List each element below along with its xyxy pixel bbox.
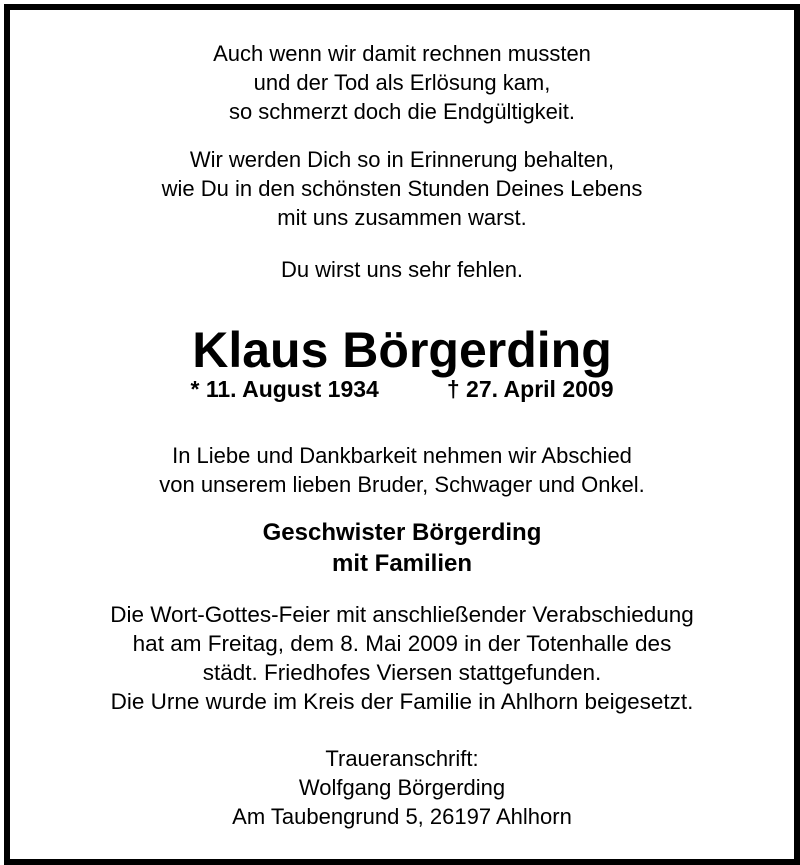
mourners-line: Geschwister Börgerding <box>262 519 542 546</box>
deceased-name-text: Klaus Börgerding <box>192 322 612 378</box>
poem-line: Wir werden Dich so in Erinnerung behalten, <box>189 147 615 172</box>
poem-line: und der Tod als Erlösung kam, <box>253 70 551 95</box>
mourners-line: mit Familien <box>331 550 473 577</box>
mourning-address <box>10 744 794 831</box>
address-line: Traueranschrift: <box>325 746 479 771</box>
poem-line: Du wirst uns sehr fehlen. <box>280 257 524 282</box>
farewell-line: von unserem lieben Bruder, Schwager und Onkel. <box>159 472 645 497</box>
mourners <box>10 517 794 579</box>
ceremony-line: Die Urne wurde im Kreis der Familie in Ahlhorn beigesetzt. <box>110 689 694 714</box>
farewell-line: In Liebe und Dankbarkeit nehmen wir Abschied <box>172 443 632 468</box>
death-date: † 27. April 2009 <box>446 376 614 402</box>
birth-date: * 11. August 1934 <box>190 376 379 402</box>
ceremony-line: städt. Friedhofes Viersen stattgefunden. <box>202 660 602 685</box>
poem-line: mit uns zusammen warst. <box>277 205 527 230</box>
ceremony-line: Die Wort-Gottes-Feier mit anschließender Verabschiedung <box>110 602 694 627</box>
poem-line: Auch wenn wir damit rechnen mussten <box>213 41 591 66</box>
ceremony-text <box>10 600 794 716</box>
farewell-text <box>10 441 794 499</box>
deceased-name <box>10 322 794 378</box>
address-line: Am Taubengrund 5, 26197 Ahlhorn <box>232 804 572 829</box>
life-dates <box>10 375 794 403</box>
address-line: Wolfgang Börgerding <box>298 775 506 800</box>
poem-stanza-3 <box>10 255 794 284</box>
poem-stanza-1 <box>10 39 794 126</box>
poem-line: wie Du in den schönsten Stunden Deines Lebens <box>161 176 643 201</box>
poem-stanza-2 <box>10 145 794 232</box>
obituary-frame <box>4 4 800 865</box>
poem-line: so schmerzt doch die Endgültigkeit. <box>228 99 576 124</box>
ceremony-line: hat am Freitag, dem 8. Mai 2009 in der Totenhalle des <box>132 631 672 656</box>
